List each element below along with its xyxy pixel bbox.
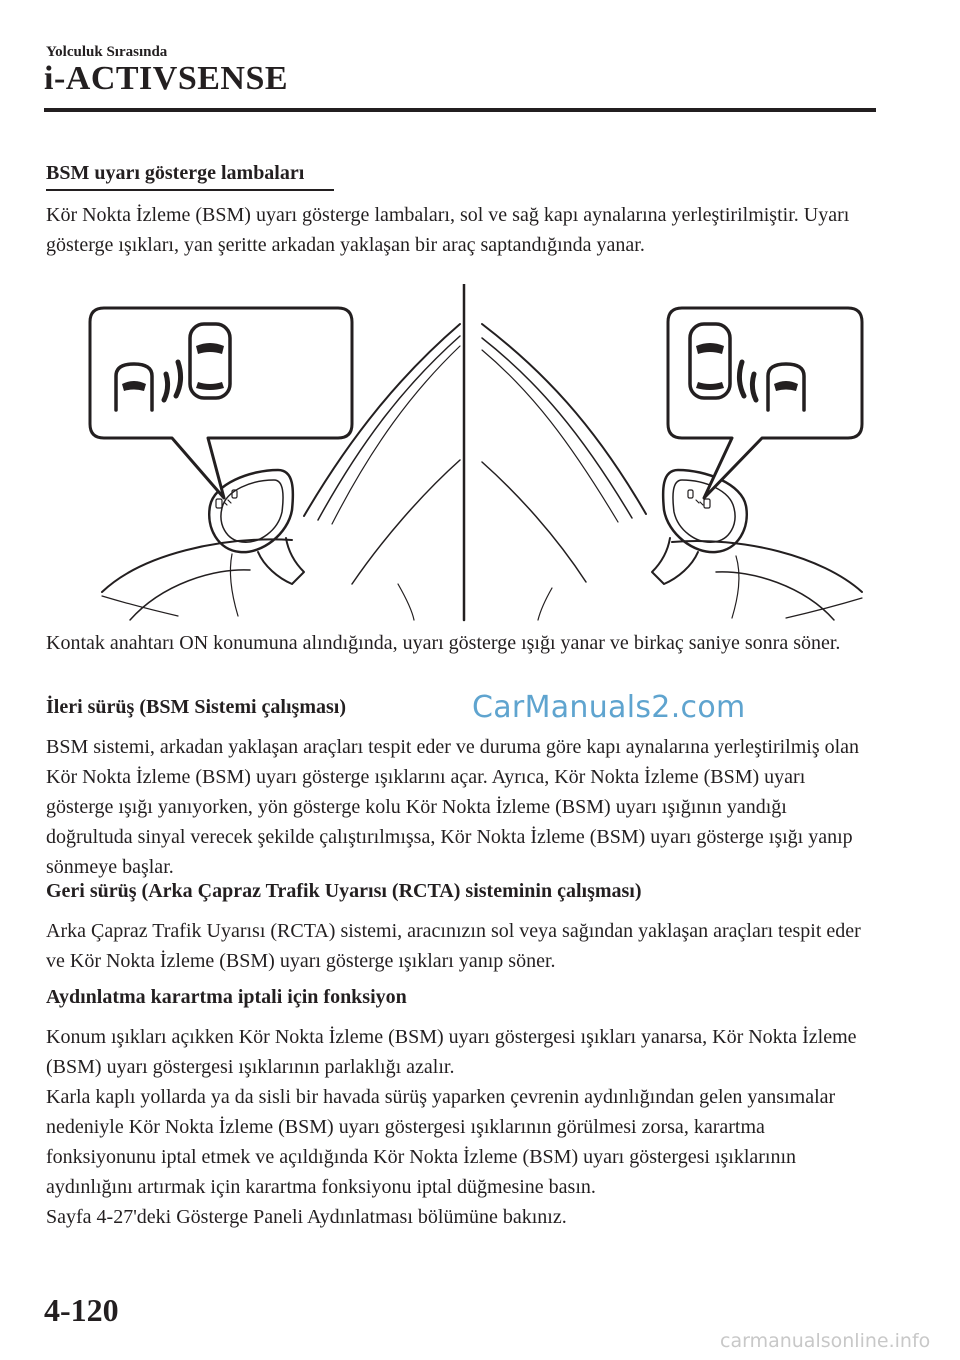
reverse-driving-heading: Geri sürüş (Arka Çapraz Trafik Uyarısı (RCTA) sisteminin çalışması): [46, 880, 642, 902]
bsm-mirror-illustration: [82, 284, 878, 624]
section-label: Yolculuk Sırasında: [46, 44, 168, 60]
heading-underline: [46, 189, 334, 191]
dimming-cancel-heading: Aydınlatma karartma iptali için fonksiyon: [46, 986, 407, 1008]
bsm-paragraph: Kör Nokta İzleme (BSM) uyarı gösterge lambaları, sol ve sağ kapı aynalarına yerleştirilmiştir. Uyarı gösterge ışıkları, yan şeritte arkadan yaklaşan bir araç saptandığında yanar.: [46, 204, 850, 256]
reverse-driving-paragraph: Arka Çapraz Trafik Uyarısı (RCTA) sistemi, aracınızın sol veya sağından yaklaşan araçları tespit eder ve Kör Nokta İzleme (BSM) uyarı gösterge ışıkları yanıp söner.: [46, 920, 861, 972]
forward-driving-paragraph: BSM sistemi, arkadan yaklaşan araçları tespit eder ve duruma göre kapı aynalarına yerleştirilmiş olan Kör Nokta İzleme (BSM) uyarı gösterge ışıklarını açar. Ayrıca, Kör Nokta İzleme (BSM) uyarı gösterge ışığı yanıyorken, yön gösterge kolu Kör Nokta İzleme (BSM) uyarı ışığının yandığı doğrultuda sinyal verecek şekilde çalıştırılmışsa, Kör Nokta İzleme (BSM) uyarı gösterge ışığı yanıp sönmeye başlar.: [46, 736, 860, 878]
bsm-heading: BSM uyarı gösterge lambaları: [46, 162, 305, 184]
footer-watermark: carmanualsonline.info: [720, 1330, 931, 1352]
dimming-paragraph-2: Karla kaplı yollarda ya da sisli bir havada sürüş yaparken çevrenin aydınlığından gelen yansımalar nedeniyle Kör Nokta İzleme (BSM) uyarı göstergesi ışıklarının görülmesi zorsa, karartma fonksiyonunu iptal etmek ve açıldığında Kör Nokta İzleme (BSM) uyarı göstergesi ışıklarının aydınlığını artırmak için karartma fonksiyonu iptal düğmesine basın.: [46, 1086, 836, 1198]
chapter-title: i-ACTIVSENSE: [44, 60, 289, 97]
right-mirror-panel: [482, 308, 862, 620]
ignition-on-paragraph: Kontak anahtarı ON konumuna alındığında, uyarı gösterge ışığı yanar ve birkaç saniye sonra söner.: [46, 632, 841, 654]
dimming-reference-paragraph: Sayfa 4-27'deki Gösterge Paneli Aydınlatması bölümüne bakınız.: [46, 1206, 567, 1228]
header-rule: [44, 108, 876, 112]
forward-driving-heading: İleri sürüş (BSM Sistemi çalışması): [46, 696, 346, 718]
page-number: 4-120: [44, 1292, 119, 1328]
carmanuals-watermark: CarManuals2.com: [472, 690, 746, 725]
left-mirror-panel: [90, 308, 460, 620]
dimming-paragraph-1: Konum ışıkları açıkken Kör Nokta İzleme (BSM) uyarı göstergesi ışıkları yanarsa, Kör Nokta İzleme (BSM) uyarı göstergesi ışıklarının parlaklığı azalır.: [46, 1026, 857, 1078]
